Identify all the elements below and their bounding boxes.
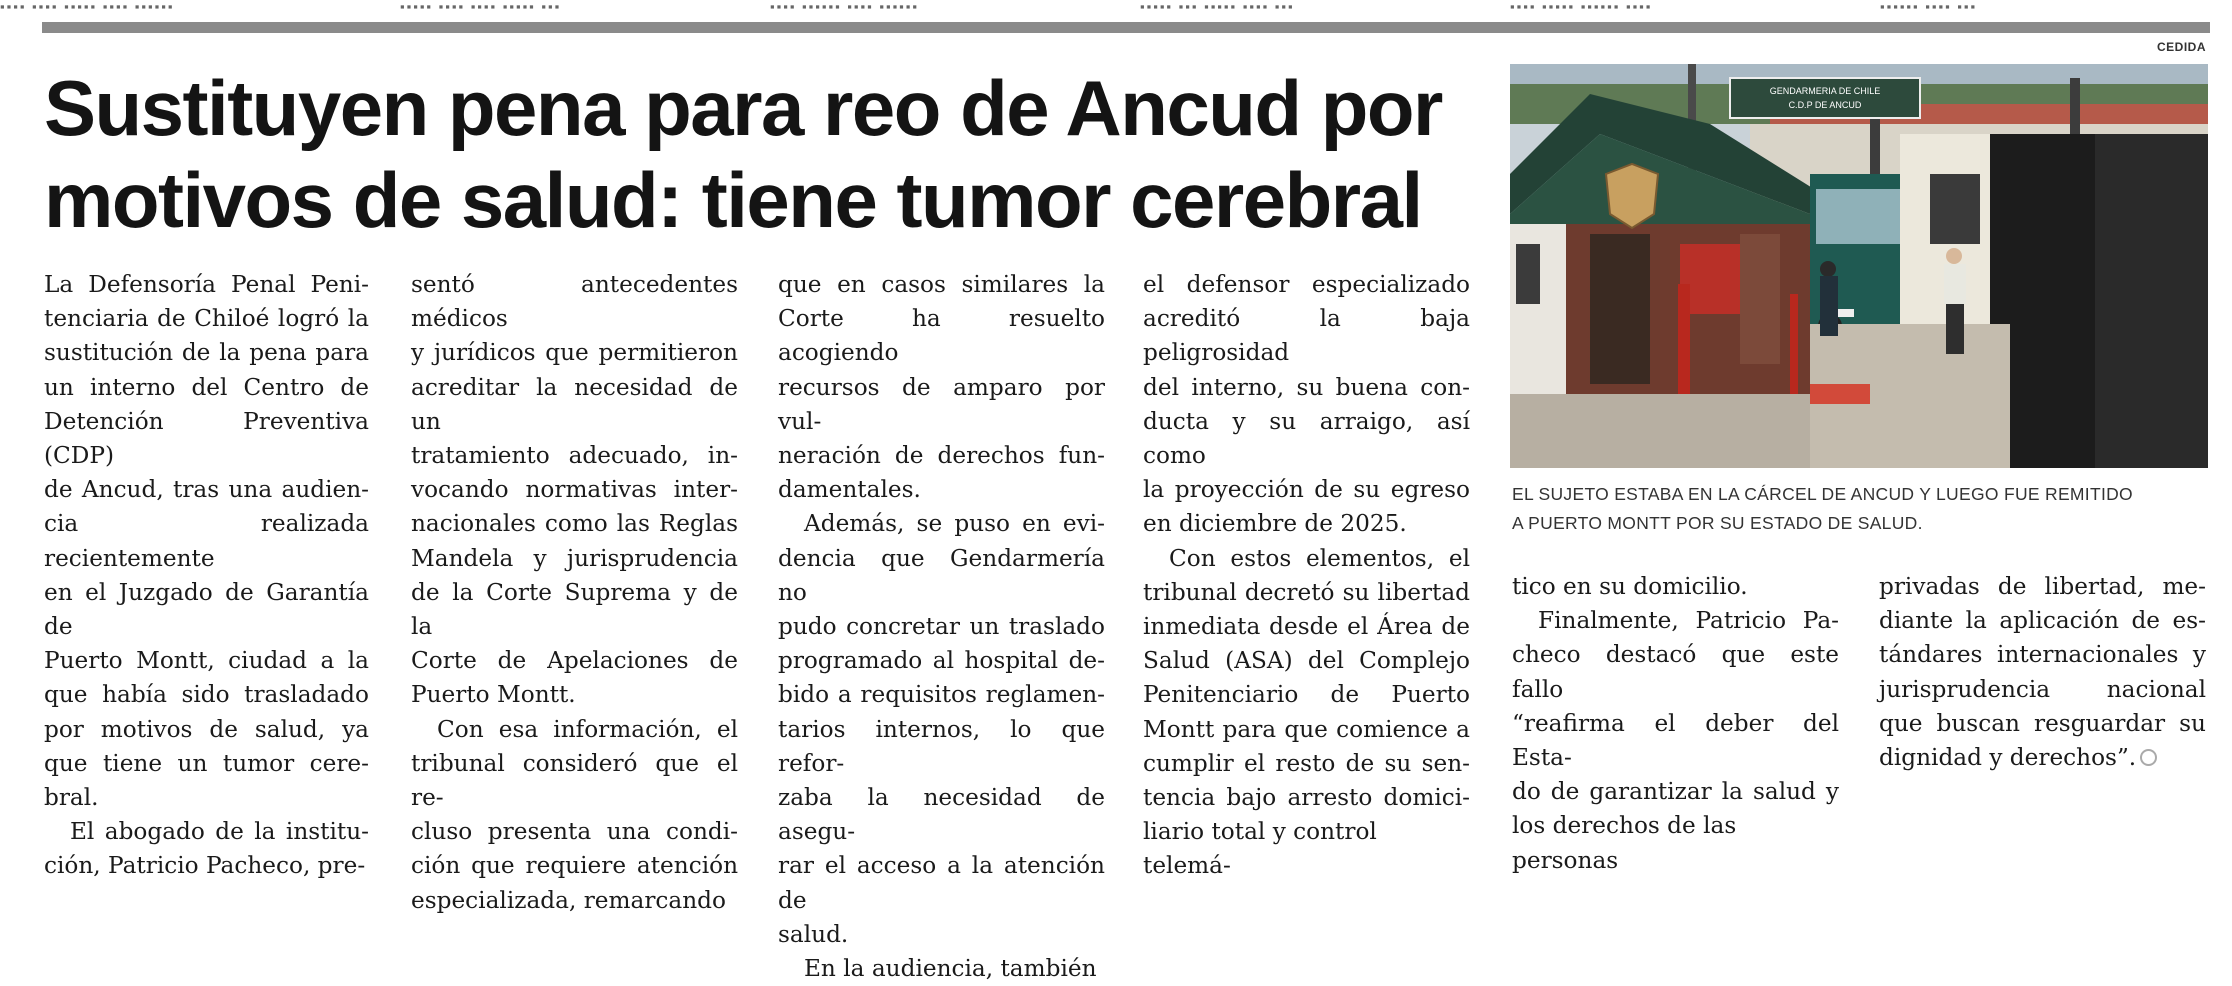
article-body-line: sentó antecedentes médicos xyxy=(411,271,738,333)
article-body-line: un interno del Centro de xyxy=(44,373,369,401)
article-body-line: cumplir el resto de su sen- xyxy=(1143,749,1470,777)
article-body-line: tratamiento adecuado, in- xyxy=(411,442,738,470)
headline-line: motivos de salud: tiene tumor cerebral xyxy=(44,156,1422,244)
article-body-line: dencia que Gendarmería no xyxy=(778,544,1105,606)
article-body-line: bido a requisitos reglamen- xyxy=(778,681,1105,709)
article-body-line: vocando normativas inter- xyxy=(411,476,738,504)
article-body-line: el defensor especializado xyxy=(1143,271,1470,298)
article-body-line: recursos de amparo por vul- xyxy=(778,373,1105,435)
article-body-line: que tiene un tumor cere- xyxy=(44,749,369,777)
article-body-line: sustitución de la pena para xyxy=(44,339,369,367)
article-body-line: acreditar la necesidad de un xyxy=(411,373,738,435)
prison-entrance-photo xyxy=(1510,64,2208,468)
article-column-1 xyxy=(44,268,369,884)
article-body-line: Finalmente, Patricio Pa- xyxy=(1538,607,1839,635)
article-body-line: Además, se puso en evi- xyxy=(804,510,1105,538)
article-body-line: Mandela y jurisprudencia xyxy=(411,544,738,572)
article-body-line: y jurídicos que permitieron xyxy=(411,339,738,367)
article-body-line: Puerto Montt. xyxy=(411,681,576,709)
article-body-line: “reafirma el deber del Esta- xyxy=(1512,709,1839,772)
article-body-line: cluso presenta una condi- xyxy=(411,818,738,846)
article-body-line: tenciaria de Chiloé logró la xyxy=(44,305,369,333)
caption-line: EL SUJETO ESTABA EN LA CÁRCEL DE ANCUD Y LUEGO FUE REMITIDO xyxy=(1512,484,2133,504)
article-body-line: por motivos de salud, ya xyxy=(44,715,369,743)
article-body-line: nacionales como las Reglas xyxy=(411,510,738,538)
article-body-line: ción que requiere atención xyxy=(411,852,738,880)
article-body-line: neración de derechos fun- xyxy=(778,442,1105,470)
article-body-line: de la Corte Suprema y de la xyxy=(411,578,738,641)
article-body-line: checo destacó que este fallo xyxy=(1512,641,1839,703)
article-body-line: programado al hospital de- xyxy=(778,647,1105,675)
article-body-line: bral. xyxy=(44,784,99,812)
article-body-line: El abogado de la institu- xyxy=(70,818,369,846)
article-body-line: privadas de libertad, me- xyxy=(1879,573,2206,600)
article-column-2 xyxy=(411,268,738,918)
article-body-line: del interno, su buena con- xyxy=(1143,373,1470,401)
article-body-line: que en casos similares la xyxy=(778,271,1105,298)
article-body-line: Salud (ASA) del Complejo xyxy=(1143,647,1470,675)
article-body-line: salud. xyxy=(778,920,849,948)
article-column-3 xyxy=(778,268,1105,986)
article-column-6 xyxy=(1879,570,2206,775)
article-body-line: Penitenciario de Puerto xyxy=(1143,681,1470,709)
sign-text: GENDARMERIA DE CHILE xyxy=(1769,86,1881,96)
article-body-line: ducta y su arraigo, así como xyxy=(1143,407,1470,470)
article-body-line: Montt para que comience a xyxy=(1143,715,1470,743)
article-body-line: damentales. xyxy=(778,476,921,504)
article-body-line: diante la aplicación de es- xyxy=(1879,607,2206,635)
article-body-line: Corte de Apelaciones de xyxy=(411,647,738,675)
section-divider-rule xyxy=(42,22,2210,33)
article-body-line: tico en su domicilio. xyxy=(1512,573,1748,600)
article-body-line: la proyección de su egreso xyxy=(1143,476,1470,504)
article-body-line: do de garantizar la salud y xyxy=(1512,778,1839,806)
article-body-line: que buscan resguardar su xyxy=(1879,709,2206,737)
previous-article-clipped-strip: ▪▪▪▪ ▪▪▪▪ ▪▪▪▪▪ ▪▪▪▪ ▪▪▪▪▪▪ ▪▪▪▪▪ ▪▪▪▪ ▪▪▪▪ ▪▪▪▪▪ ▪▪▪ ▪▪▪▪ ▪▪▪▪▪▪ ▪▪▪▪ ▪▪▪▪▪▪ ▪▪▪▪▪ ▪▪▪ ▪▪▪▪▪ ▪▪▪▪ ▪▪▪ ▪▪▪▪ ▪▪▪▪▪ ▪▪▪▪▪▪ ▪▪▪▪ ▪▪▪▪▪▪ ▪▪▪▪ ▪▪▪ xyxy=(0,0,1978,14)
caption-line: A PUERTO MONTT POR SU ESTADO DE SALUD. xyxy=(1512,513,1923,533)
article-column-4 xyxy=(1143,268,1470,884)
article-body-line: acreditó la baja peligrosidad xyxy=(1143,305,1470,367)
article-body-line: tribunal decretó su libertad xyxy=(1143,578,1470,606)
article-body-line: los derechos de las personas xyxy=(1512,812,1737,874)
photo-credit: CEDIDA xyxy=(2156,40,2206,54)
headline-line: Sustituyen pena para reo de Ancud por xyxy=(44,64,1442,152)
article-body-line: ción, Patricio Pacheco, pre- xyxy=(44,852,366,880)
article-body-line: en diciembre de 2025. xyxy=(1143,510,1407,538)
article-body-line: especializada, remarcando xyxy=(411,886,726,914)
article-body-line: Detención Preventiva (CDP) xyxy=(44,407,369,470)
article-body-line: cia realizada recientemente xyxy=(44,510,369,572)
article-body-line: pudo concretar un traslado xyxy=(778,613,1105,641)
article-column-5 xyxy=(1512,570,1839,878)
article-body-line: En la audiencia, también xyxy=(804,955,1097,983)
article-body-line: dignidad y derechos”. xyxy=(1879,741,2206,775)
article-headline xyxy=(44,62,1484,246)
article-body-line: liario total y control telemá- xyxy=(1143,818,1377,880)
article-body-line: de Ancud, tras una audien- xyxy=(44,476,369,504)
article-body-line: Con estos elementos, el xyxy=(1169,544,1470,572)
article-body-line: tribunal consideró que el re- xyxy=(411,749,738,812)
article-body-line: La Defensoría Penal Peni- xyxy=(44,271,369,298)
article-body-line: Corte ha resuelto acogiendo xyxy=(778,305,1105,367)
article-body-line: Puerto Montt, ciudad a la xyxy=(44,647,369,675)
article-body-line: inmediata desde el Área de xyxy=(1143,613,1470,641)
article-body-line: zaba la necesidad de asegu- xyxy=(778,784,1105,846)
article-body-line: tencia bajo arresto domici- xyxy=(1143,784,1470,812)
photo-caption xyxy=(1512,480,2212,538)
article-body-line: tándares internacionales y xyxy=(1879,641,2206,669)
sign-text: C.D.P DE ANCUD xyxy=(1788,100,1862,110)
article-body-line: jurisprudencia nacional xyxy=(1879,675,2206,703)
article-body-line: en el Juzgado de Garantía de xyxy=(44,578,369,641)
article-body-line: tarios internos, lo que refor- xyxy=(778,715,1105,777)
article-body-line: rar el acceso a la atención de xyxy=(778,852,1105,914)
end-of-article-icon xyxy=(2140,749,2157,766)
article-body-line: Con esa información, el xyxy=(437,715,738,743)
article-body-line: que había sido trasladado xyxy=(44,681,369,709)
